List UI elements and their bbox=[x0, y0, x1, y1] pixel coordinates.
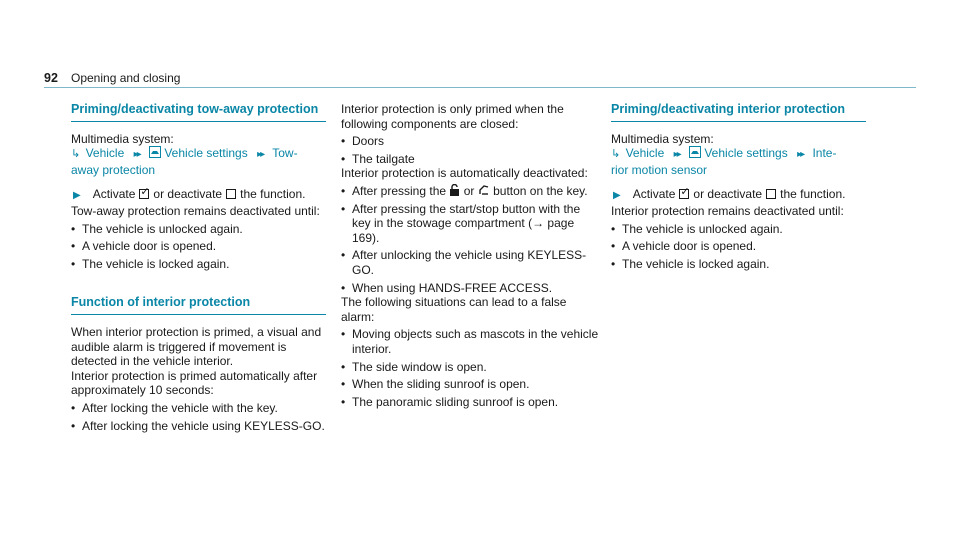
system-label: Multimedia system: bbox=[71, 131, 174, 146]
list-item: • Moving objects such as mascots in the vehicle interior. bbox=[341, 327, 599, 356]
list-item: • A vehicle door is opened. bbox=[71, 239, 326, 254]
checkbox-checked-icon bbox=[139, 189, 149, 199]
path-vehicle[interactable]: Vehicle bbox=[625, 146, 665, 161]
double-chevron-icon: ▸▸ bbox=[133, 149, 140, 161]
button-on-key-text: button on the key. bbox=[493, 183, 588, 198]
list-item: • After unlocking the vehicle using KEYLESS-GO. bbox=[341, 248, 599, 277]
car-settings-icon bbox=[689, 146, 701, 158]
list-item: • After pressing the start/stop button with the key in the stowage compartment (→ page 169). bbox=[341, 202, 599, 246]
list-item: • The tailgate bbox=[341, 152, 599, 167]
column-3 bbox=[611, 102, 866, 271]
activate-instruction bbox=[611, 187, 866, 204]
list-item: • When the sliding sunroof is open. bbox=[341, 377, 599, 392]
list-conditions bbox=[611, 222, 866, 272]
return-arrow-icon: ↳ bbox=[611, 148, 621, 161]
double-chevron-icon: ▸▸ bbox=[673, 149, 680, 161]
page-number: 92 bbox=[44, 71, 58, 85]
deactivated-until: Tow-away protection remains deactivated until: bbox=[71, 203, 320, 218]
list-item: • The side window is open. bbox=[341, 360, 599, 375]
list-conditions bbox=[71, 222, 326, 272]
trunk-lid-icon bbox=[478, 184, 490, 196]
menu-path bbox=[71, 146, 326, 163]
list-item: • A vehicle door is opened. bbox=[611, 239, 866, 254]
heading-interior-protection: Priming/deactivating interior protection bbox=[611, 102, 866, 122]
path-vehicle[interactable]: Vehicle bbox=[85, 146, 125, 161]
column-1 bbox=[71, 102, 326, 433]
list-priming bbox=[71, 401, 326, 433]
path-target[interactable]: Tow- bbox=[272, 146, 298, 161]
list-deactivation bbox=[341, 184, 599, 295]
car-settings-icon bbox=[149, 146, 161, 158]
function-label: the function. bbox=[780, 187, 846, 202]
activate-instruction bbox=[71, 187, 326, 204]
checkbox-empty-icon bbox=[226, 189, 236, 199]
deactivate-label: or deactivate bbox=[153, 187, 223, 202]
path-target-continued[interactable]: rior motion sensor bbox=[611, 162, 708, 177]
path-target[interactable]: Inte- bbox=[812, 146, 837, 161]
double-chevron-icon: ▸▸ bbox=[257, 149, 264, 161]
auto-deactivated: Interior protection is automatically deactivated: bbox=[341, 166, 588, 181]
path-target-continued[interactable]: away protection bbox=[71, 162, 156, 177]
path-vehicle-settings[interactable]: Vehicle settings bbox=[164, 146, 248, 161]
play-triangle-icon: ▶ bbox=[613, 190, 621, 202]
or-text: or bbox=[463, 183, 475, 198]
double-chevron-icon: ▸▸ bbox=[797, 149, 804, 161]
section-title: Opening and closing bbox=[71, 71, 181, 85]
checkbox-empty-icon bbox=[766, 189, 776, 199]
list-item: • After locking the vehicle with the key. bbox=[71, 401, 326, 416]
return-arrow-icon: ↳ bbox=[71, 148, 81, 161]
list-item: • The panoramic sliding sunroof is open. bbox=[341, 395, 599, 410]
paragraph-primed: Interior protection is primed automatically after approximately 10 seconds: bbox=[71, 368, 318, 398]
header-divider bbox=[44, 87, 916, 88]
heading-tow-away: Priming/deactivating tow-away protection bbox=[71, 102, 326, 122]
play-triangle-icon: ▶ bbox=[73, 190, 81, 202]
false-alarm-intro: The following situations can lead to a false alarm: bbox=[341, 295, 567, 324]
menu-path bbox=[611, 146, 866, 163]
paragraph-alarm: When interior protection is primed, a visual and audible alarm is triggered if movement is detected in the vehicle interior. bbox=[71, 324, 322, 369]
list-item: • The vehicle is locked again. bbox=[71, 257, 326, 272]
list-item bbox=[341, 184, 599, 199]
activate-label: Activate bbox=[632, 187, 676, 202]
column-2 bbox=[341, 102, 599, 409]
list-item: • The vehicle is locked again. bbox=[611, 257, 866, 272]
deactivated-until: Interior protection remains deactivated until: bbox=[611, 203, 844, 218]
activate-label: Activate bbox=[92, 187, 136, 202]
unlock-padlock-icon bbox=[449, 184, 460, 196]
list-closed bbox=[341, 134, 599, 166]
list-item: • After locking the vehicle using KEYLESS-GO. bbox=[71, 419, 326, 434]
checkbox-checked-icon bbox=[679, 189, 689, 199]
pressing-text: After pressing the bbox=[352, 183, 447, 198]
system-label: Multimedia system: bbox=[611, 131, 714, 146]
list-item: • The vehicle is unlocked again. bbox=[611, 222, 866, 237]
list-item: • Doors bbox=[341, 134, 599, 149]
path-vehicle-settings[interactable]: Vehicle settings bbox=[704, 146, 788, 161]
list-false-alarm bbox=[341, 327, 599, 409]
list-item: • When using HANDS-FREE ACCESS. bbox=[341, 281, 599, 296]
list-item: • The vehicle is unlocked again. bbox=[71, 222, 326, 237]
heading-function-interior: Function of interior protection bbox=[71, 295, 326, 315]
deactivate-label: or deactivate bbox=[693, 187, 763, 202]
function-label: the function. bbox=[240, 187, 306, 202]
paragraph-intro: Interior protection is only primed when the following components are closed: bbox=[341, 102, 564, 131]
